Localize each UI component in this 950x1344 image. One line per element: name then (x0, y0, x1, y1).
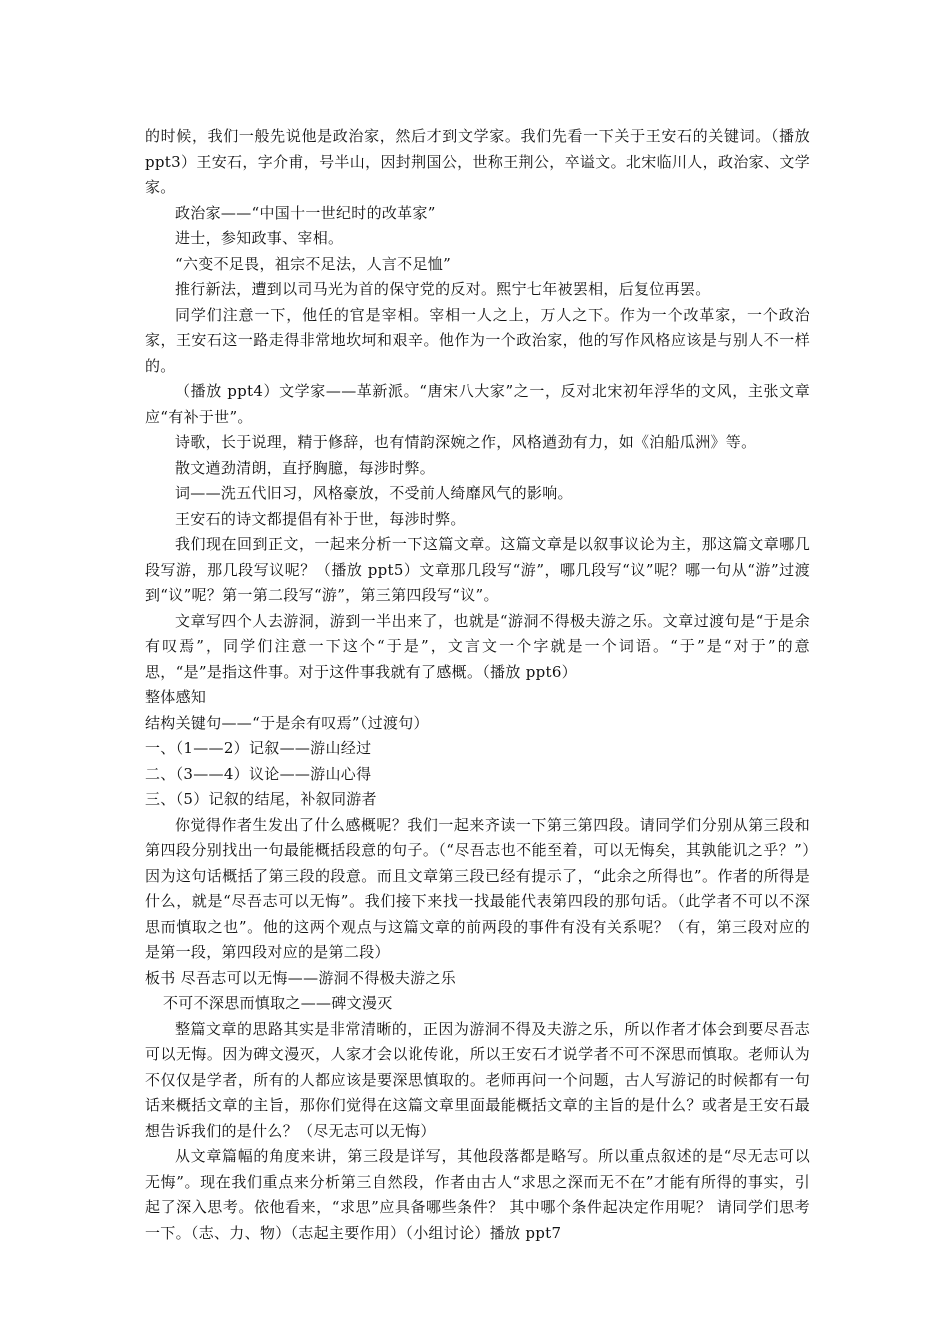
paragraph: 词——洗五代旧习，风格豪放，不受前人绮靡风气的影响。 (175, 484, 573, 502)
paragraph: 结构关键句——“于是余有叹焉”（过渡句） (145, 713, 429, 732)
section-heading: 整体感知 (145, 688, 207, 706)
paragraph: 同学们注意一下，他任的官是宰相。宰相一人之上，万人之下。作为一个改革家，一个政治家，王安石这一路走得非常地坎坷和艰辛。他作为一个政治家，他的写作风格应该是与别人不一样的。 (145, 305, 810, 375)
document-body (145, 124, 810, 1246)
paragraph: 推行新法，遭到以司马光为首的保守党的反对。熙宁七年被罢相，后复位再罢。 (175, 280, 711, 298)
list-item: 二、（3——4）议论——游山心得 (145, 764, 372, 783)
list-item: 一、（1——2）记叙——游山经过 (145, 739, 372, 757)
paragraph: 王安石的诗文都提倡有补于世，每涉时弊。 (175, 509, 466, 528)
paragraph: 政治家——“中国十一世纪时的改革家” (175, 203, 436, 222)
paragraph: 进士，参知政事、宰相。 (175, 229, 344, 247)
blackboard-note: 板书 尽吾志可以无悔——游洞不得极夫游之乐 (145, 968, 457, 987)
paragraph: 我们现在回到正文，一起来分析一下这篇文章。这篇文章是以叙事议论为主，那这篇文章哪几段写游，那几段写议呢？（播放 ppt5）文章那几段写“游”，哪几段写“议”呢？哪一句从“游”过渡到“议”呢？第一第二段写“游”，第三第四段写“议”。 (145, 535, 810, 604)
paragraph: 文章写四个人去游洞，游到一半出来了，也就是“游洞不得极夫游之乐。文章过渡句是“于是余有叹焉”，同学们注意一下这个“于是”，文言文一个字就是一个词语。“于”是“对于”的意思，“是”是指这件事。对于这件事我就有了感概。（播放 ppt6） (145, 611, 810, 681)
paragraph: 整篇文章的思路其实是非常清晰的，正因为游洞不得及夫游之乐，所以作者才体会到要尽吾志可以无悔。因为碑文漫灭，人家才会以讹传讹，所以王安石才说学者不可不深思而慎取。老师认为不仅仅是学者，所有的人都应该是要深思慎取的。老师再问一个问题，古人写游记的时候都有一句话来概括文章的主旨，那你们觉得在这篇文章里面最能概括文章的主旨的是什么？或者是王安石最想告诉我们的是什么？（尽无志可以无悔） (145, 1019, 810, 1140)
paragraph: 诗歌，长于说理，精于修辞，也有情韵深婉之作，风格遒劲有力，如《泊船瓜洲》等。 (175, 433, 757, 451)
paragraph: （播放 ppt4）文学家——革新派。“唐宋八大家”之一，反对北宋初年浮华的文风，主张文章应“有补于世”。 (145, 382, 810, 426)
paragraph: 的时候，我们一般先说他是政治家，然后才到文学家。我们先看一下关于王安石的关键词。（播放 ppt3）王安石，字介甫，号半山，因封荆国公，世称王荆公，卒谥文。北宋临川人，政治家、文学家。 (145, 127, 810, 196)
paragraph: “六变不足畏，祖宗不足法，人言不足恤” (175, 254, 452, 273)
paragraph: 散文遒劲清朗，直抒胸臆，每涉时弊。 (175, 458, 436, 477)
paragraph: 从文章篇幅的角度来讲，第三段是详写，其他段落都是略写。所以重点叙述的是“尽无志可以无悔”。现在我们重点来分析第三自然段，作者由古人“求思之深而无不在”才能有所得的事实，引起了深入思考。依他看来，“求思”应具备哪些条件？ 其中哪个条件起决定作用呢？ 请同学们思考一下。（志、力、物）（志起主要作用）（小组讨论）播放 ppt7 (145, 1147, 810, 1242)
paragraph: 你觉得作者生发出了什么感概呢？我们一起来齐读一下第三第四段。请同学们分别从第三段和第四段分别找出一句最能概括段意的句子。（“尽吾志也不能至着，可以无悔矣，其孰能讥之乎？”）因为这句话概括了第三段的段意。而且文章第三段已经有提示了，“此余之所得也”。作者的所得是什么，就是“尽吾志可以无悔”。我们接下来找一找最能代表第四段的那句话。（此学者不可以不深思而慎取之也”。他的这两个观点与这篇文章的前两段的事件有没有关系呢？（有，第三段对应的是第一段，第四段对应的是第二段） (145, 815, 810, 961)
blackboard-note: 不可不深思而慎取之——碑文漫灭 (163, 994, 393, 1012)
list-item: 三、（5）记叙的结尾，补叙同游者 (145, 790, 377, 808)
